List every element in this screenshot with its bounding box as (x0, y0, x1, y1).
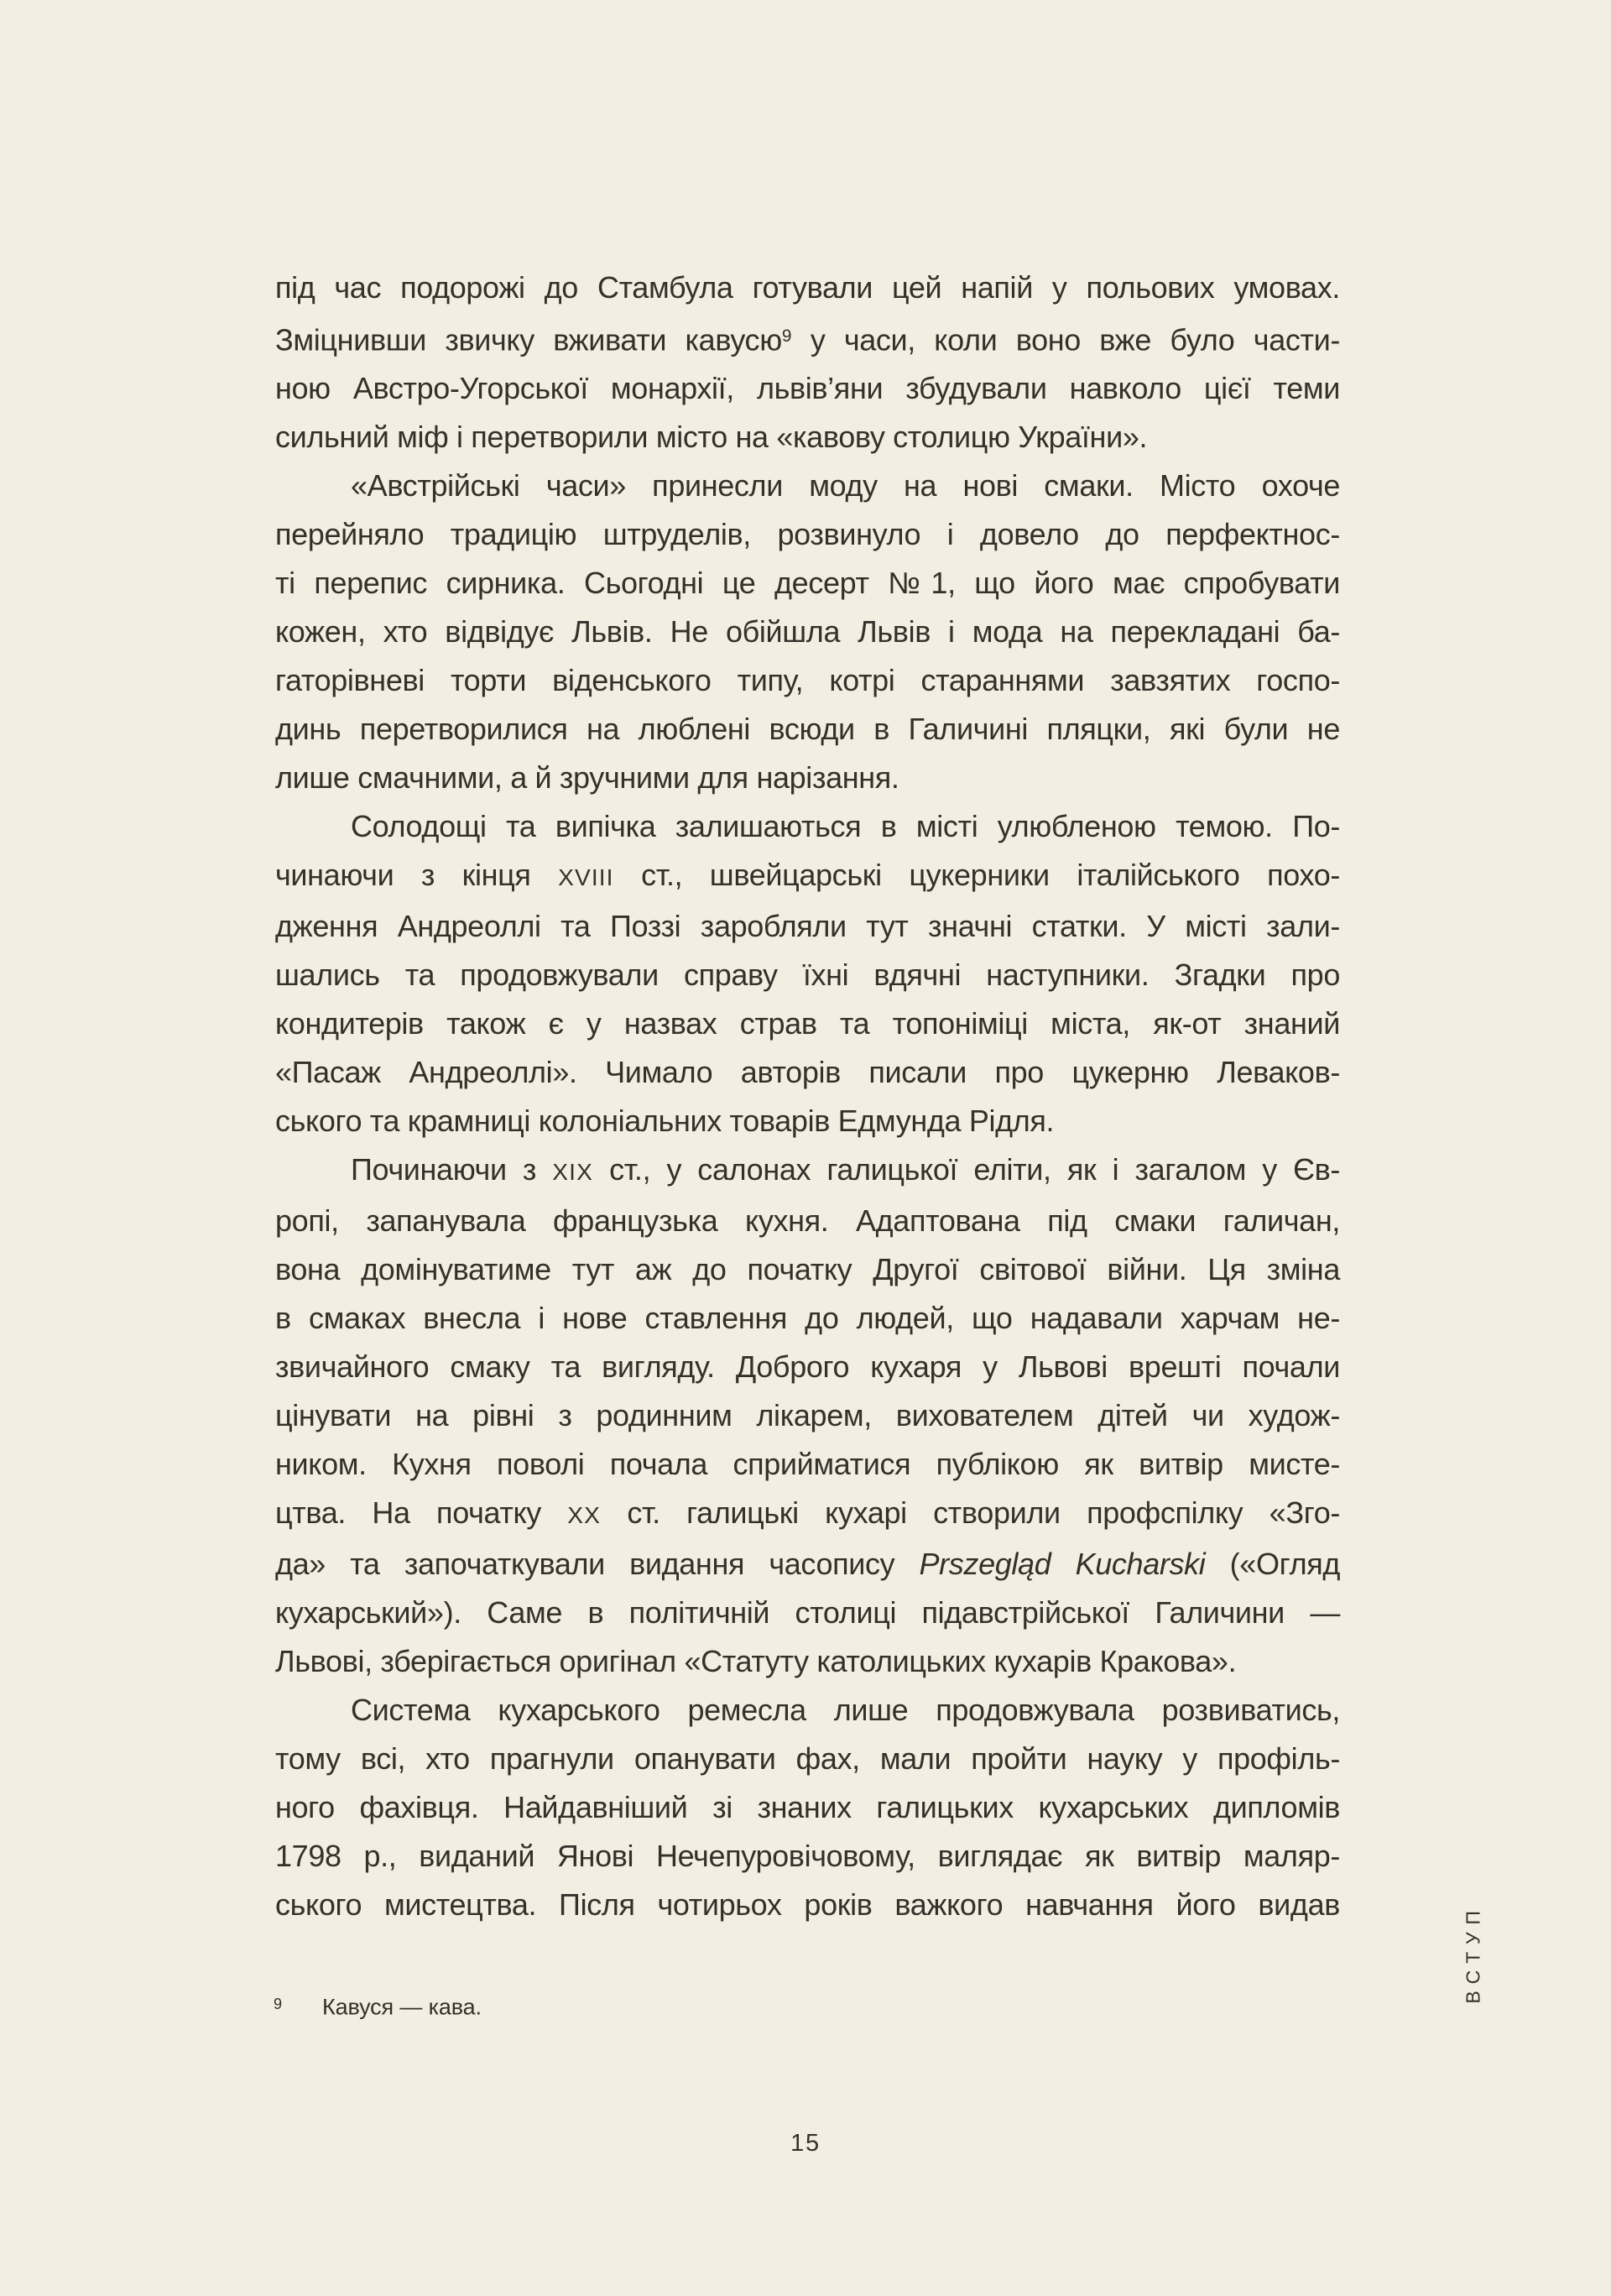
text-line (275, 1343, 1340, 1391)
text-segment: ного фахівця. Найдавніший зі знаних галицьких кухарських дипломів (275, 1790, 1340, 1825)
text-segment-sc: XX (567, 1502, 601, 1529)
text-segment: динь перетворилися на люблені всюди в Галичині пляцки, які були не (275, 712, 1340, 747)
text-line (275, 1440, 1340, 1489)
text-line (275, 1391, 1340, 1440)
text-line (275, 1245, 1340, 1294)
text-segment: ст., у салонах галицької еліти, як і загалом у Єв- (592, 1152, 1340, 1187)
footnote-marker: 9 (274, 1996, 282, 2012)
text-line (275, 608, 1340, 656)
text-line (275, 656, 1340, 705)
text-line (275, 1589, 1340, 1637)
text-line (275, 1540, 1340, 1589)
text-line (275, 1832, 1340, 1881)
text-segment: ною Австро-Угорської монархії, львів’яни збудували навколо цієї теми (275, 371, 1340, 406)
text-segment: в смаках внесла і нове ставлення до людей, що надавали харчам не- (275, 1301, 1340, 1336)
text-line (275, 1489, 1340, 1540)
text-segment: перейняло традицію штруделів, розвинуло і довело до перфектнос- (275, 517, 1340, 552)
text-line (275, 999, 1340, 1048)
text-segment-sc: XIX (552, 1159, 593, 1186)
text-segment: «Пасаж Андреоллі». Чимало авторів писали про цукерню Леваков- (275, 1055, 1340, 1090)
text-segment: ського мистецтва. Після чотирьох років важкого навчання його видав (275, 1887, 1340, 1923)
text-segment: під час подорожі до Стамбула готували цей напій у польових умовах. (275, 270, 1340, 305)
text-line (275, 1097, 1340, 1145)
text-segment: Львові, зберігається оригінал «Статуту католицьких кухарів Кракова». (275, 1644, 1237, 1679)
text-segment: ті перепис сирника. Сьогодні це десерт №1, що його має спробувати (275, 566, 1340, 601)
text-segment: ст. галицькі кухарі створили профспілку «Зго- (600, 1495, 1340, 1531)
text-segment: Зміцнивши звичку вживати кавусю (275, 322, 782, 357)
text-segment: кондитерів також є у назвах страв та топоніміці міста, як-от знаний (275, 1006, 1340, 1041)
text-line (275, 462, 1340, 510)
text-segment: сильний міф і перетворили місто на «кавову столицю України». (275, 420, 1148, 455)
text-segment: лише смачними, а й зручними для нарізання. (275, 760, 899, 796)
section-side-label: ВСТУП (1462, 1903, 1484, 2004)
text-line (275, 1783, 1340, 1832)
text-segment-sup: 9 (781, 326, 792, 346)
text-segment: («Огляд (1205, 1547, 1340, 1582)
text-line (275, 1294, 1340, 1343)
text-segment: 1798 р., виданий Янові Нечепуровічовому, виглядає як витвір маляр- (275, 1839, 1340, 1874)
text-line (275, 312, 1340, 364)
text-line (275, 413, 1340, 462)
text-segment: ником. Кухня поволі почала сприйматися публікою як витвір мисте- (275, 1447, 1340, 1482)
text-segment: Солодощі та випічка залишаються в місті улюбленою темою. По- (351, 809, 1340, 844)
page-number: 15 (790, 2130, 821, 2157)
text-segment: Система кухарського ремесла лише продовжувала розвиватись, (351, 1693, 1340, 1728)
text-segment: «Австрійські часи» принесли моду на нові смаки. Місто охоче (351, 468, 1340, 504)
text-line (275, 851, 1340, 902)
text-line (275, 802, 1340, 851)
text-segment: шались та продовжували справу їхні вдячні наступники. Згадки про (275, 958, 1340, 993)
text-segment: ропі, запанувала французька кухня. Адаптована під смаки галичан, (275, 1203, 1340, 1239)
text-segment: цтва. На початку (275, 1495, 568, 1531)
text-line (275, 264, 1340, 312)
text-line (275, 1881, 1340, 1929)
footnote-text: Кавуся — кава. (322, 1994, 482, 2020)
text-line (275, 1686, 1340, 1735)
text-segment: кожен, хто відвідує Львів. Не обійшла Львів і мода на перекладані ба- (275, 614, 1340, 650)
text-segment: ського та крамниці колоніальних товарів Едмунда Рідля. (275, 1104, 1055, 1139)
body-text-block (275, 264, 1340, 1929)
text-line (275, 1637, 1340, 1686)
text-segment: у часи, коли воно вже було части- (791, 322, 1340, 357)
text-segment: Починаючи з (351, 1152, 553, 1187)
text-segment-sc: XVIII (558, 864, 614, 891)
text-segment: чинаючи з кінця (275, 858, 559, 893)
text-line (275, 754, 1340, 802)
text-segment-italic: Prszegląd Kucharski (919, 1547, 1206, 1582)
text-line (275, 510, 1340, 559)
text-segment: дження Андреоллі та Поззі заробляли тут значні статки. У місті зали- (275, 909, 1340, 944)
text-line (275, 705, 1340, 754)
text-segment: ст., швейцарські цукерники італійського похо- (613, 858, 1340, 893)
text-segment: звичайного смаку та вигляду. Доброго кухаря у Львові врешті почали (275, 1349, 1340, 1385)
text-segment: да» та започаткували видання часопису (275, 1547, 920, 1582)
text-line (275, 902, 1340, 951)
footnote (274, 1987, 482, 2023)
text-line (275, 1048, 1340, 1097)
text-line (275, 1735, 1340, 1783)
text-line (275, 951, 1340, 999)
text-segment: гаторівневі торти віденського типу, котрі стараннями завзятих госпо- (275, 663, 1340, 698)
text-line (275, 1197, 1340, 1245)
text-segment: кухарський»). Саме в політичній столиці підавстрійської Галичини — (275, 1595, 1340, 1631)
text-segment: вона домінуватиме тут аж до початку Другої світової війни. Ця зміна (275, 1252, 1340, 1287)
text-line (275, 559, 1340, 608)
text-segment: цінувати на рівні з родинним лікарем, вихователем дітей чи худож- (275, 1398, 1340, 1433)
text-segment: тому всі, хто прагнули опанувати фах, мали пройти науку у профіль- (275, 1741, 1340, 1777)
text-line (275, 364, 1340, 413)
text-line (275, 1145, 1340, 1197)
